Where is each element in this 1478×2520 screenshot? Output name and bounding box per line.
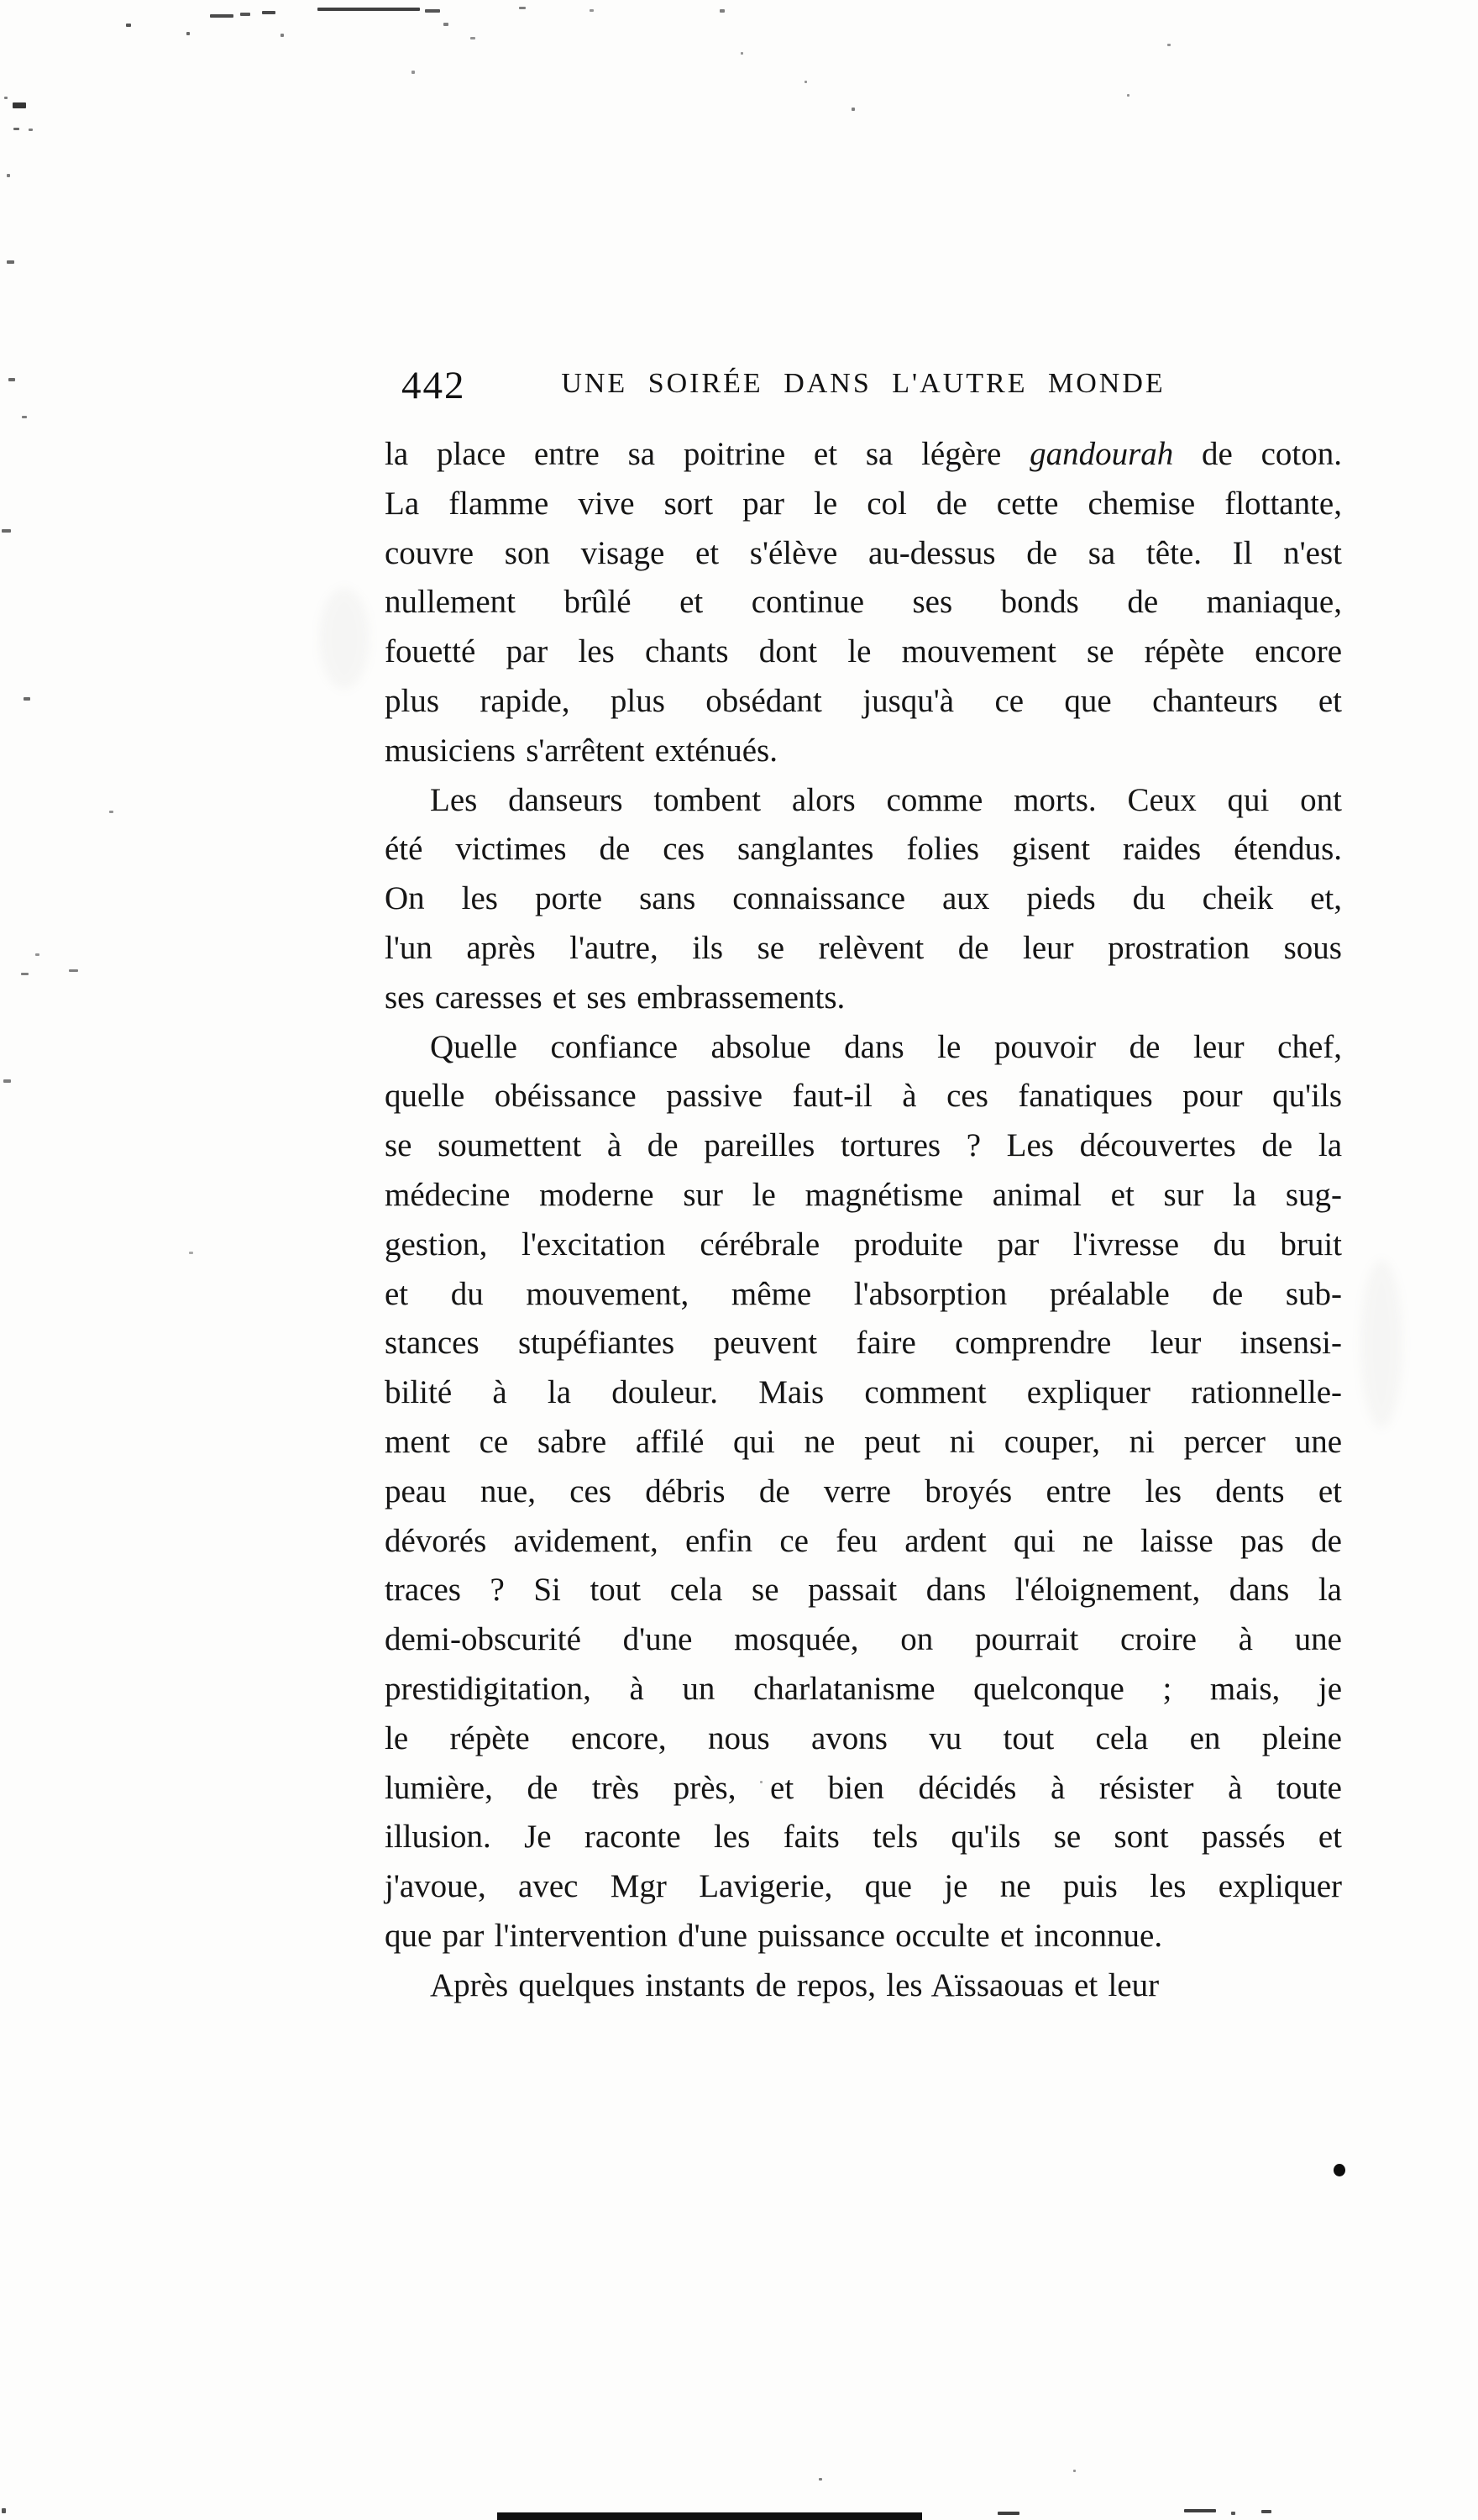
text-line: fouetté par les chants dont le mouvement se répète encore xyxy=(385,633,1342,670)
scan-smudge xyxy=(1360,1260,1402,1428)
scan-speck xyxy=(7,260,14,264)
text-line: bilité à la douleur. Mais comment expliquer rationnelle- xyxy=(385,1374,1342,1411)
scan-speck xyxy=(262,11,275,14)
text-line: quelle obéissance passive faut-il à ces fanatiques pour qu'ils xyxy=(385,1078,1342,1115)
scan-speck xyxy=(280,34,284,37)
paragraph xyxy=(385,430,1342,776)
scan-speck xyxy=(1167,44,1171,46)
scan-speck xyxy=(126,24,131,27)
text-line: plus rapide, plus obsédant jusqu'à ce que chanteurs et xyxy=(385,682,1342,719)
scan-speck xyxy=(8,378,15,381)
scan-speck xyxy=(29,129,33,131)
scan-speck xyxy=(1127,94,1129,97)
scan-speck xyxy=(720,9,725,13)
scan-speck xyxy=(819,2478,822,2481)
scan-speck xyxy=(443,23,448,26)
scan-speck xyxy=(13,102,26,108)
scan-edge-bar xyxy=(497,2512,922,2520)
text-line: peau nue, ces débris de verre broyés entre les dents et xyxy=(385,1473,1342,1509)
scan-speck xyxy=(21,973,29,975)
text-line: On les porte sans connaissance aux pieds du cheik et, xyxy=(385,880,1342,917)
text-line: se soumettent à de pareilles tortures ? Les découvertes de la xyxy=(385,1127,1342,1164)
text-line: été victimes de ces sanglantes folies gisent raides étendus. xyxy=(385,831,1342,868)
scan-speck xyxy=(4,97,8,99)
scan-speck xyxy=(998,2512,1019,2515)
ink-dot-artifact xyxy=(1334,2164,1345,2176)
scan-speck xyxy=(317,8,420,11)
text-line: lumière, de très près, et bien décidés à résister à toute xyxy=(385,1769,1342,1806)
scan-speck xyxy=(2,529,11,533)
scan-speck xyxy=(805,81,807,83)
scan-speck xyxy=(7,174,10,177)
text-line: stances stupéfiantes peuvent faire comprendre leur insensi- xyxy=(385,1325,1342,1362)
text-line: ment ce sabre affilé qui ne peut ni couper, ni percer une xyxy=(385,1423,1342,1460)
page-number: 442 xyxy=(401,364,466,407)
text-line: traces ? Si tout cela se passait dans l'éloignement, dans la xyxy=(385,1572,1342,1609)
scan-speck xyxy=(3,1079,11,1083)
scan-speck xyxy=(35,953,39,956)
scan-speck xyxy=(852,108,855,111)
page-body-text xyxy=(385,430,1342,2011)
scan-speck xyxy=(13,128,19,130)
scan-speck xyxy=(741,52,743,55)
text-line: La flamme vive sort par le col de cette chemise flottante, xyxy=(385,485,1342,522)
text-line: que par l'intervention d'une puissance occulte et inconnue. xyxy=(385,1917,1163,1954)
text-line: Après quelques instants de repos, les Aïssaouas et leur xyxy=(430,1966,1160,2003)
text-line: ses caresses et ses embrassements. xyxy=(385,979,846,1016)
text-line: nullement brûlé et continue ses bonds de maniaque, xyxy=(385,584,1342,621)
scan-speck xyxy=(411,71,415,74)
scan-speck xyxy=(425,9,440,13)
text-line: gestion, l'excitation cérébrale produite par l'ivresse du bruit xyxy=(385,1226,1342,1263)
scan-speck xyxy=(760,1781,763,1783)
scan-speck xyxy=(1231,2512,1235,2515)
running-title: UNE SOIRÉE DANS L'AUTRE MONDE xyxy=(561,368,1166,399)
text-line: Les danseurs tombent alors comme morts. Ceux qui ont xyxy=(430,781,1342,818)
text-line: médecine moderne sur le magnétisme animal et sur la sug- xyxy=(385,1176,1342,1213)
text-line: prestidigitation, à un charlatanisme quelconque ; mais, je xyxy=(385,1670,1342,1707)
scan-speck xyxy=(69,969,78,972)
text-line: l'un après l'autre, ils se relèvent de leur prostration sous xyxy=(385,929,1342,966)
scan-speck xyxy=(2,2508,6,2513)
italic-term: gandourah xyxy=(1030,436,1174,472)
text-line: dévorés avidement, enfin ce feu ardent qui ne laisse pas de xyxy=(385,1522,1342,1559)
scan-smudge xyxy=(319,588,370,689)
text-line: demi-obscurité d'une mosquée, on pourrait croire à une xyxy=(385,1621,1342,1658)
text-line: illusion. Je raconte les faits tels qu'ils se sont passés et xyxy=(385,1819,1342,1856)
scan-speck xyxy=(519,7,526,9)
scan-speck xyxy=(240,13,250,16)
scan-speck xyxy=(1184,2509,1216,2512)
scan-speck xyxy=(210,14,233,18)
scan-speck xyxy=(189,1252,193,1254)
paragraph xyxy=(385,1023,1342,1961)
paragraph xyxy=(385,1961,1342,2011)
scan-speck xyxy=(22,416,27,418)
scan-speck xyxy=(590,9,594,12)
text-line: le répète encore, nous avons vu tout cela en pleine xyxy=(385,1719,1342,1756)
text-line xyxy=(385,430,1342,480)
text-line: musiciens s'arrêtent exténués. xyxy=(385,732,778,769)
text-line: couvre son visage et s'élève au-dessus de sa tête. Il n'est xyxy=(385,534,1342,571)
scan-speck xyxy=(24,697,30,701)
text-line: et du mouvement, même l'absorption préalable de sub- xyxy=(385,1275,1342,1312)
scan-speck xyxy=(186,32,190,35)
paragraph xyxy=(385,776,1342,1023)
text-line: Quelle confiance absolue dans le pouvoir de leur chef, xyxy=(430,1028,1342,1065)
text-segment: la place entre sa poitrine et sa légère xyxy=(385,436,1030,472)
scan-speck xyxy=(109,811,113,813)
scan-speck xyxy=(1073,2470,1076,2472)
text-segment: de coton. xyxy=(1173,436,1342,472)
scan-speck xyxy=(1261,2510,1271,2513)
text-line: j'avoue, avec Mgr Lavigerie, que je ne puis les expliquer xyxy=(385,1868,1342,1905)
scan-speck xyxy=(470,37,475,39)
